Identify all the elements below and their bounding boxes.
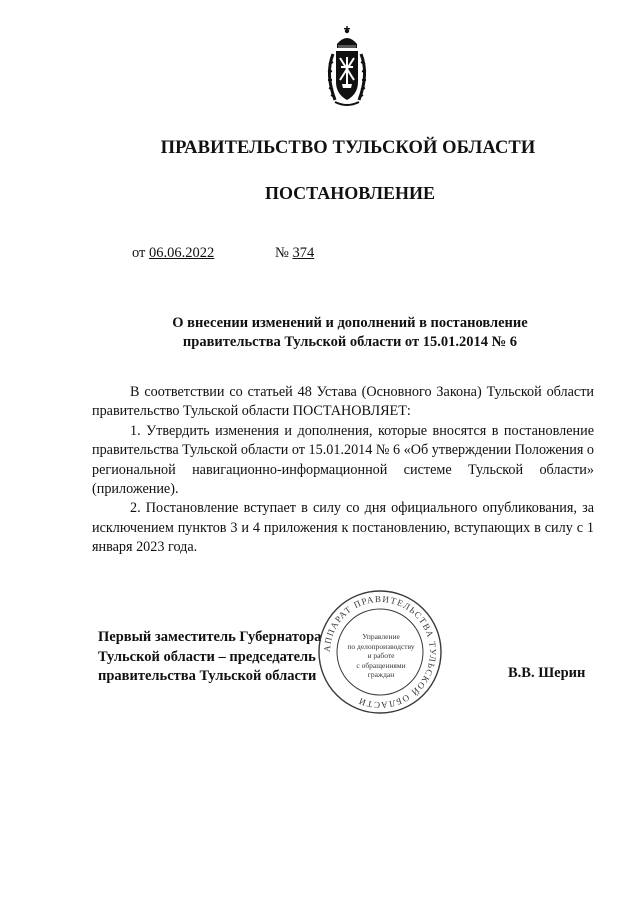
document-body xyxy=(92,383,594,558)
stamp-line-2: по делопроизводству xyxy=(347,641,415,651)
document-type: ПОСТАНОВЛЕНИЕ xyxy=(264,183,436,203)
body-paragraph-item-2: 2. Постановление вступает в силу со дня официального опубликования, за исключением пунктов 3 и 4 приложения к постановлению, вступающих в силу с 1 января 2023 года. xyxy=(92,500,594,556)
document-subject xyxy=(60,314,640,352)
number-line xyxy=(275,245,314,262)
body-paragraph-preamble: В соответствии со статьей 48 Устава (Основного Закона) Тульской области правительство Тульской области ПОСТАНОВЛЯЕТ: xyxy=(92,384,594,420)
body-paragraph-item-1: 1. Утвердить изменения и дополнения, которые вносятся в постановление правительства Тульской области от 15.01.2014 № 6 «Об утверждении Положения о региональной навигационно-информационной системе Тульской области» (приложение). xyxy=(92,422,594,498)
signatory-title-line-1: Первый заместитель Губернатора xyxy=(98,629,322,645)
document-number: 374 xyxy=(292,245,315,261)
subject-line-2: правительства Тульской области от 15.01.2014 № 6 xyxy=(182,334,518,350)
number-prefix: № xyxy=(275,245,289,261)
signer-name: В.В. Шерин xyxy=(508,665,586,681)
government-title: ПРАВИТЕЛЬСТВО ТУЛЬСКОЙ ОБЛАСТИ xyxy=(160,138,536,158)
coat-of-arms-emblem xyxy=(323,24,371,108)
stamp-line-3: и работе xyxy=(367,651,395,660)
stamp-line-4: с обращениями xyxy=(356,660,406,670)
subject-line-1: О внесении изменений и дополнений в постановление xyxy=(172,315,528,331)
signatory-title-line-2: Тульской области – председатель xyxy=(98,648,316,665)
stamp-ring-text: АППАРАТ ПРАВИТЕЛЬСТВА ТУЛЬСКОЙ ОБЛАСТИ xyxy=(321,593,439,711)
signatory-title xyxy=(98,628,321,687)
date-prefix: от xyxy=(132,245,146,261)
document-date: 06.06.2022 xyxy=(149,245,215,261)
stamp-line-1: Управление xyxy=(362,632,400,641)
date-line xyxy=(132,245,214,262)
signatory-title-line-3: правительства Тульской области xyxy=(98,668,317,684)
stamp-inner-text xyxy=(346,632,416,680)
stamp-line-5: граждан xyxy=(367,670,395,679)
